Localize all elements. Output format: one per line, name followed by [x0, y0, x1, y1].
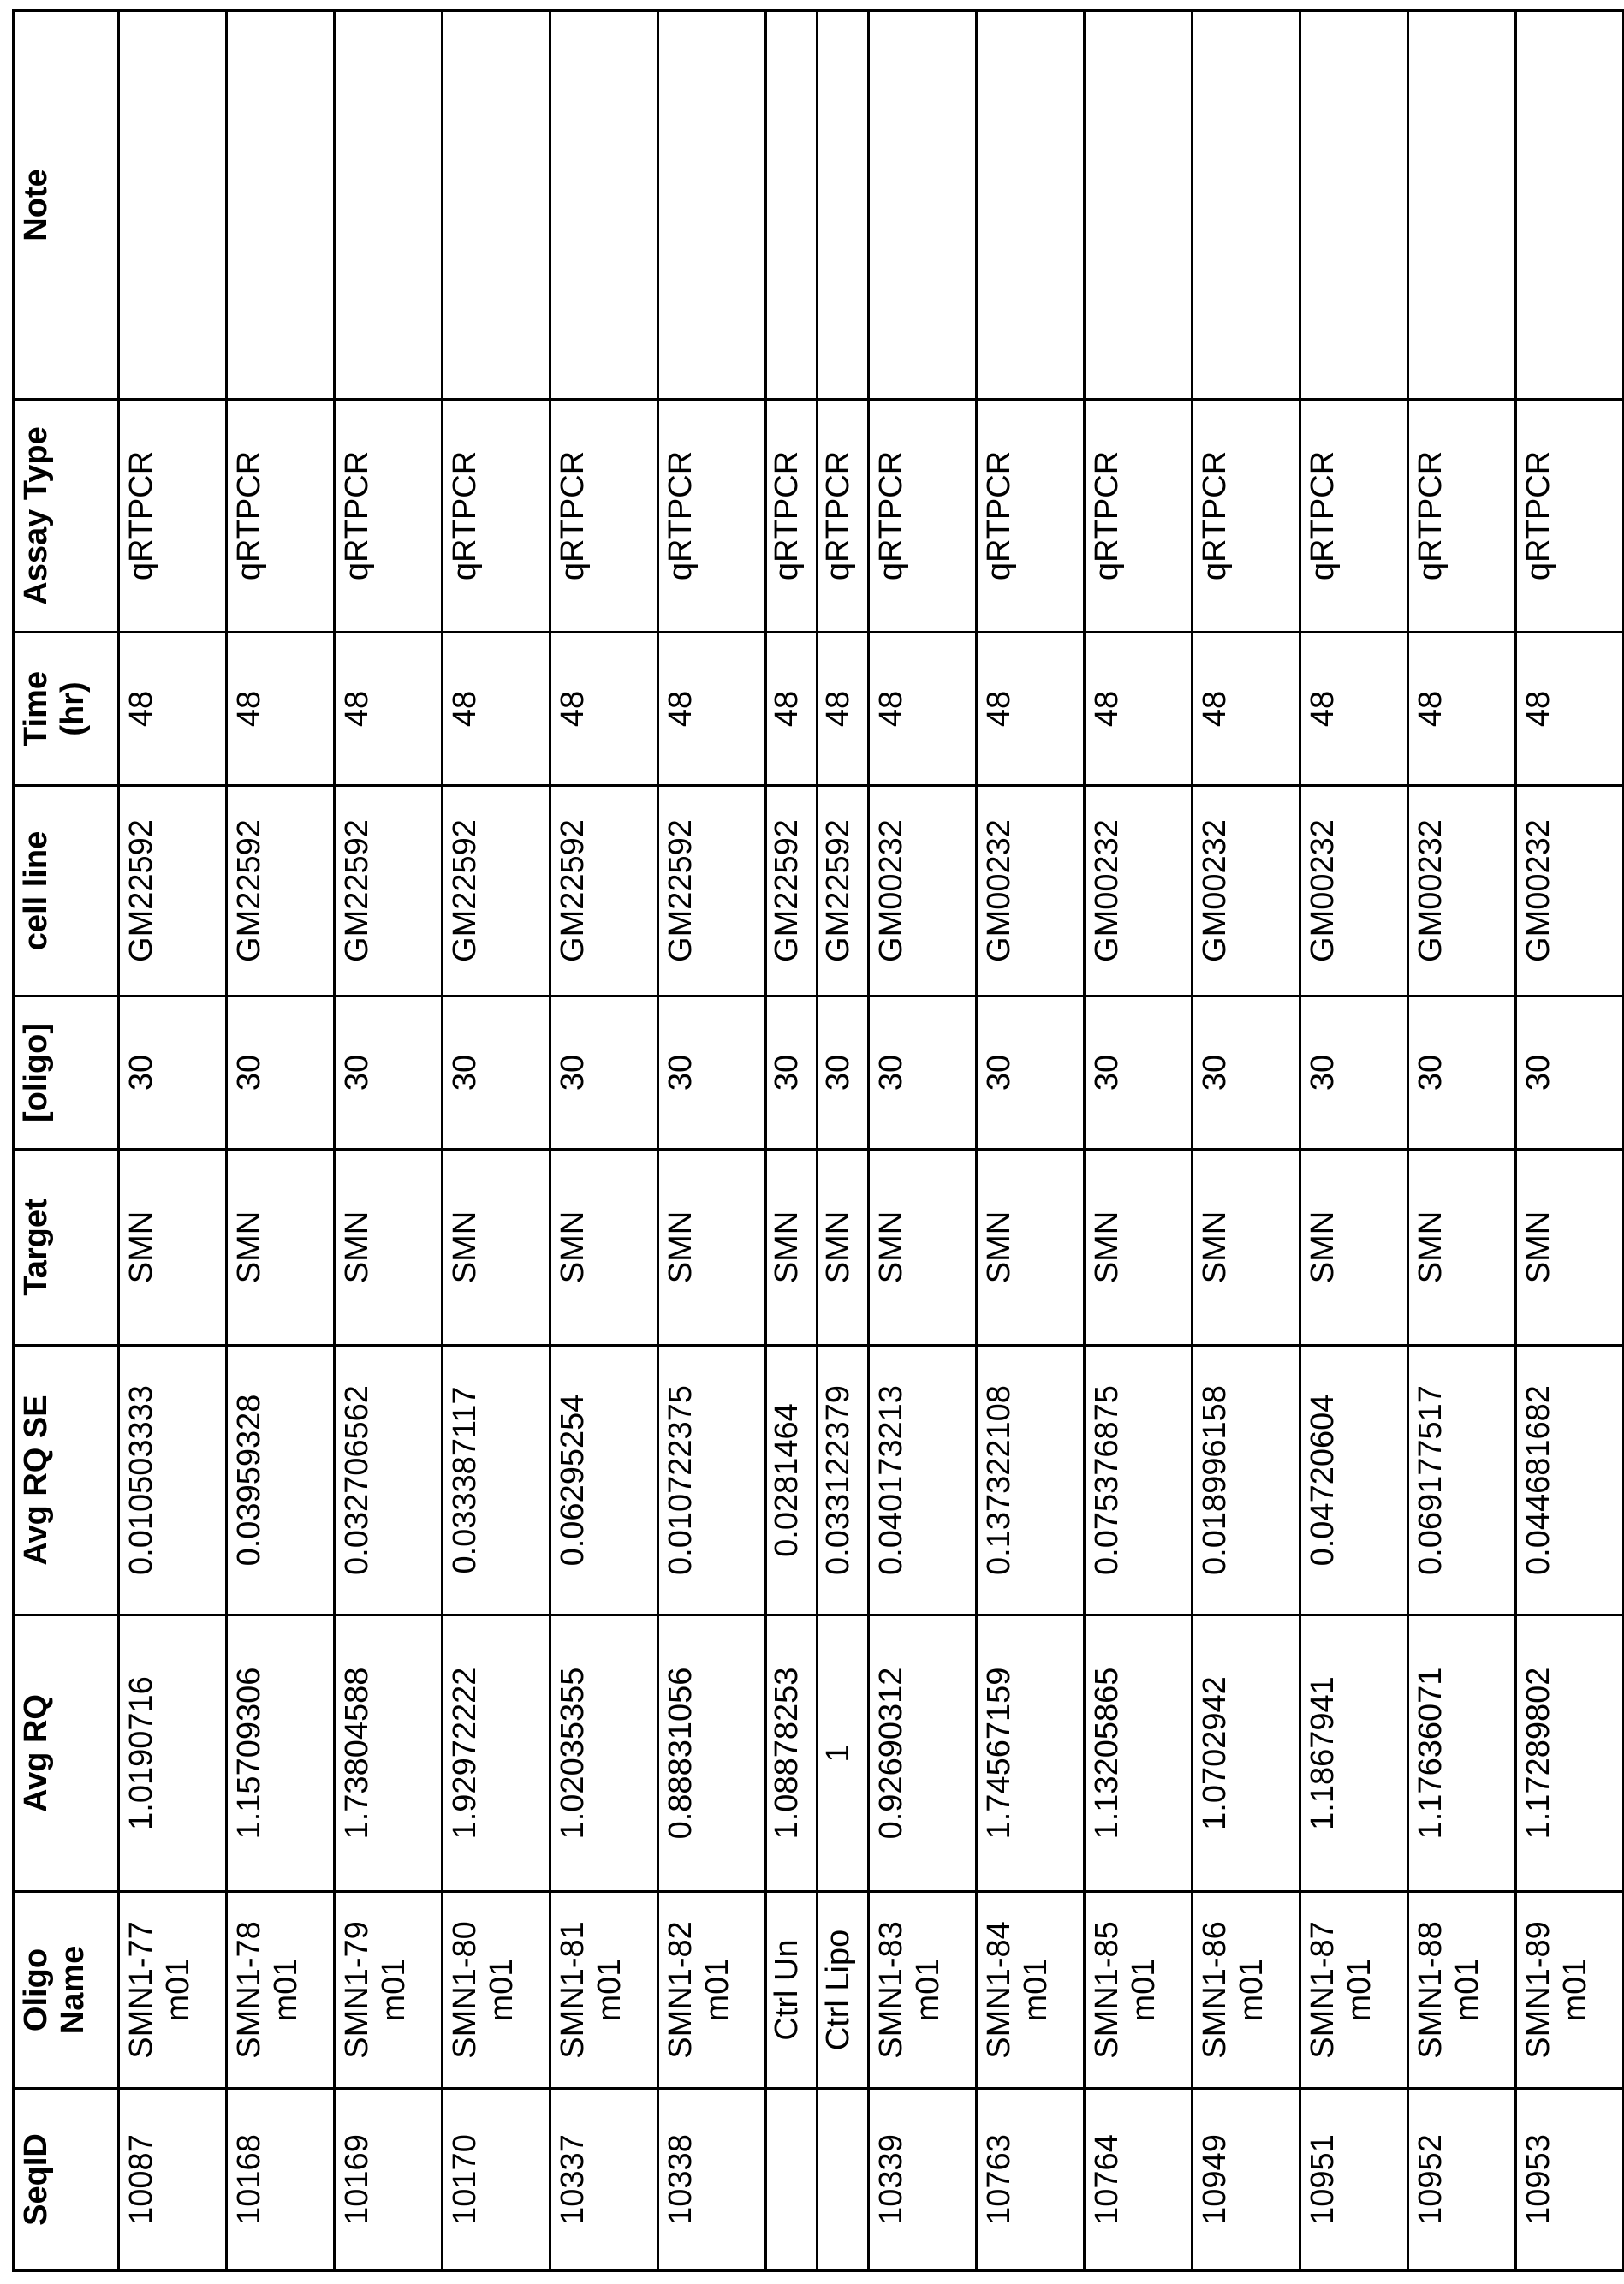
note-cell	[227, 11, 335, 400]
oligo-name-cell: Ctrl Lipo	[818, 1892, 869, 2089]
oligo-conc-cell: 30	[818, 996, 869, 1150]
avg-rq-cell: 0.92690312	[869, 1615, 977, 1892]
oligo-conc-cell: 30	[869, 996, 977, 1150]
seqid-cell: 10169	[335, 2089, 443, 2271]
header-avg-rq-se: Avg RQ SE	[14, 1346, 119, 1615]
seqid-cell: 10339	[869, 2089, 977, 2271]
oligo-conc-cell: 30	[1408, 996, 1516, 1150]
oligo-name-cell: SMN1-88 m01	[1408, 1892, 1516, 2089]
target-cell: SMN	[119, 1150, 227, 1346]
results-table	[12, 9, 1624, 2272]
avg-rq-se-cell: 0.137322108	[977, 1346, 1085, 1615]
oligo-name-cell: SMN1-86 m01	[1193, 1892, 1300, 2089]
oligo-name-cell: SMN1-77 m01	[119, 1892, 227, 2089]
cell-line-cell: GM22592	[818, 786, 869, 996]
cell-line-cell: GM00232	[869, 786, 977, 996]
header-time: Time (hr)	[14, 633, 119, 786]
note-cell	[869, 11, 977, 400]
note-cell	[766, 11, 818, 400]
time-cell: 48	[658, 633, 766, 786]
time-cell: 48	[1193, 633, 1300, 786]
avg-rq-cell: 1.02035355	[550, 1615, 658, 1892]
oligo-name-cell: SMN1-81 m01	[550, 1892, 658, 2089]
seqid-cell	[818, 2089, 869, 2271]
time-cell: 48	[227, 633, 335, 786]
avg-rq-se-cell: 0.0281464	[766, 1346, 818, 1615]
oligo-name-cell: SMN1-87 m01	[1300, 1892, 1408, 2089]
table-row	[1300, 11, 1408, 2271]
cell-line-cell: GM22592	[443, 786, 550, 996]
avg-rq-se-cell: 0.018996158	[1193, 1346, 1300, 1615]
seqid-cell: 10170	[443, 2089, 550, 2271]
avg-rq-cell: 1.0190716	[119, 1615, 227, 1892]
avg-rq-cell: 1.13205865	[1085, 1615, 1193, 1892]
table-row	[977, 11, 1085, 2271]
target-cell: SMN	[977, 1150, 1085, 1346]
oligo-name-cell: SMN1-79 m01	[335, 1892, 443, 2089]
cell-line-cell: GM00232	[1085, 786, 1193, 996]
assay-type-cell: qRTPCR	[227, 400, 335, 633]
header-oligo-name: Oligo Name	[14, 1892, 119, 2089]
note-cell	[550, 11, 658, 400]
oligo-name-cell: SMN1-82 m01	[658, 1892, 766, 2089]
cell-line-cell: GM22592	[766, 786, 818, 996]
note-cell	[1408, 11, 1516, 400]
oligo-name-cell: Ctrl Un	[766, 1892, 818, 2089]
cell-line-cell: GM22592	[227, 786, 335, 996]
avg-rq-se-cell: 0.032706562	[335, 1346, 443, 1615]
assay-type-cell: qRTPCR	[1085, 400, 1193, 633]
assay-type-cell: qRTPCR	[550, 400, 658, 633]
note-cell	[119, 11, 227, 400]
avg-rq-cell: 1.17636071	[1408, 1615, 1516, 1892]
cell-line-cell: GM00232	[1193, 786, 1300, 996]
header-oligo-conc: [oligo]	[14, 996, 119, 1150]
avg-rq-se-cell: 0.069177517	[1408, 1346, 1516, 1615]
time-cell: 48	[818, 633, 869, 786]
table-row	[1516, 11, 1624, 2271]
assay-type-cell: qRTPCR	[1516, 400, 1624, 633]
oligo-conc-cell: 30	[1516, 996, 1624, 1150]
oligo-conc-cell: 30	[443, 996, 550, 1150]
note-cell	[1193, 11, 1300, 400]
header-avg-rq: Avg RQ	[14, 1615, 119, 1892]
table-row	[1408, 11, 1516, 2271]
seqid-cell: 10951	[1300, 2089, 1408, 2271]
time-cell: 48	[335, 633, 443, 786]
table-row	[550, 11, 658, 2271]
target-cell: SMN	[227, 1150, 335, 1346]
target-cell: SMN	[1516, 1150, 1624, 1346]
avg-rq-cell: 1.15709306	[227, 1615, 335, 1892]
time-cell: 48	[869, 633, 977, 786]
cell-line-cell: GM22592	[119, 786, 227, 996]
avg-rq-se-cell: 0.03959328	[227, 1346, 335, 1615]
note-cell	[818, 11, 869, 400]
avg-rq-cell: 1.17289802	[1516, 1615, 1624, 1892]
oligo-conc-cell: 30	[1193, 996, 1300, 1150]
avg-rq-se-cell: 0.04720604	[1300, 1346, 1408, 1615]
seqid-cell: 10952	[1408, 2089, 1516, 2271]
assay-type-cell: qRTPCR	[869, 400, 977, 633]
oligo-name-cell: SMN1-85 m01	[1085, 1892, 1193, 2089]
target-cell: SMN	[766, 1150, 818, 1346]
assay-type-cell: qRTPCR	[1408, 400, 1516, 633]
header-cell-line: cell line	[14, 786, 119, 996]
avg-rq-cell: 1	[818, 1615, 869, 1892]
avg-rq-cell: 1.92972222	[443, 1615, 550, 1892]
rotated-table-wrapper	[12, 9, 1624, 2272]
avg-rq-se-cell: 0.06295254	[550, 1346, 658, 1615]
seqid-cell: 10763	[977, 2089, 1085, 2271]
seqid-cell: 10337	[550, 2089, 658, 2271]
time-cell: 48	[1300, 633, 1408, 786]
avg-rq-cell: 1.0702942	[1193, 1615, 1300, 1892]
time-cell: 48	[766, 633, 818, 786]
time-cell: 48	[977, 633, 1085, 786]
time-cell: 48	[119, 633, 227, 786]
oligo-conc-cell: 30	[766, 996, 818, 1150]
assay-type-cell: qRTPCR	[119, 400, 227, 633]
cell-line-cell: GM22592	[550, 786, 658, 996]
assay-type-cell: qRTPCR	[818, 400, 869, 633]
oligo-name-cell: SMN1-89 m01	[1516, 1892, 1624, 2089]
avg-rq-cell: 1.08878253	[766, 1615, 818, 1892]
avg-rq-cell: 1.73804588	[335, 1615, 443, 1892]
oligo-name-cell: SMN1-80 m01	[443, 1892, 550, 2089]
assay-type-cell: qRTPCR	[1300, 400, 1408, 633]
table-row	[658, 11, 766, 2271]
table-row	[869, 11, 977, 2271]
note-cell	[658, 11, 766, 400]
assay-type-cell: qRTPCR	[977, 400, 1085, 633]
avg-rq-cell: 0.88831056	[658, 1615, 766, 1892]
assay-type-cell: qRTPCR	[658, 400, 766, 633]
note-cell	[977, 11, 1085, 400]
seqid-cell: 10953	[1516, 2089, 1624, 2271]
avg-rq-cell: 1.1867941	[1300, 1615, 1408, 1892]
table-row	[1085, 11, 1193, 2271]
oligo-name-cell: SMN1-78 m01	[227, 1892, 335, 2089]
header-row	[14, 11, 119, 2271]
note-cell	[443, 11, 550, 400]
avg-rq-se-cell: 0.040173213	[869, 1346, 977, 1615]
header-seqid: SeqID	[14, 2089, 119, 2271]
target-cell: SMN	[1085, 1150, 1193, 1346]
target-cell: SMN	[869, 1150, 977, 1346]
assay-type-cell: qRTPCR	[1193, 400, 1300, 633]
target-cell: SMN	[1193, 1150, 1300, 1346]
header-assay-type: Assay Type	[14, 400, 119, 633]
cell-line-cell: GM00232	[977, 786, 1085, 996]
table-row	[443, 11, 550, 2271]
cell-line-cell: GM00232	[1300, 786, 1408, 996]
avg-rq-se-cell: 0.010722375	[658, 1346, 766, 1615]
note-cell	[1300, 11, 1408, 400]
oligo-conc-cell: 30	[977, 996, 1085, 1150]
oligo-conc-cell: 30	[335, 996, 443, 1150]
seqid-cell: 10764	[1085, 2089, 1193, 2271]
cell-line-cell: GM00232	[1408, 786, 1516, 996]
note-cell	[335, 11, 443, 400]
avg-rq-se-cell: 0.033122379	[818, 1346, 869, 1615]
cell-line-cell: GM00232	[1516, 786, 1624, 996]
oligo-name-cell: SMN1-84 m01	[977, 1892, 1085, 2089]
assay-type-cell: qRTPCR	[335, 400, 443, 633]
time-cell: 48	[1085, 633, 1193, 786]
oligo-conc-cell: 30	[658, 996, 766, 1150]
cell-line-cell: GM22592	[335, 786, 443, 996]
seqid-cell: 10087	[119, 2089, 227, 2271]
oligo-conc-cell: 30	[1300, 996, 1408, 1150]
seqid-cell: 10949	[1193, 2089, 1300, 2271]
time-cell: 48	[1516, 633, 1624, 786]
oligo-conc-cell: 30	[119, 996, 227, 1150]
avg-rq-se-cell: 0.075376875	[1085, 1346, 1193, 1615]
oligo-conc-cell: 30	[550, 996, 658, 1150]
target-cell: SMN	[1408, 1150, 1516, 1346]
time-cell: 48	[550, 633, 658, 786]
seqid-cell	[766, 2089, 818, 2271]
assay-type-cell: qRTPCR	[766, 400, 818, 633]
avg-rq-se-cell: 0.010503333	[119, 1346, 227, 1615]
note-cell	[1516, 11, 1624, 400]
oligo-conc-cell: 30	[227, 996, 335, 1150]
header-target: Target	[14, 1150, 119, 1346]
seqid-cell: 10168	[227, 2089, 335, 2271]
target-cell: SMN	[1300, 1150, 1408, 1346]
target-cell: SMN	[658, 1150, 766, 1346]
note-cell	[1085, 11, 1193, 400]
oligo-conc-cell: 30	[1085, 996, 1193, 1150]
avg-rq-se-cell: 0.044681682	[1516, 1346, 1624, 1615]
table-row	[818, 11, 869, 2271]
assay-type-cell: qRTPCR	[443, 400, 550, 633]
table-row	[335, 11, 443, 2271]
target-cell: SMN	[550, 1150, 658, 1346]
table-row	[1193, 11, 1300, 2271]
time-cell: 48	[1408, 633, 1516, 786]
time-cell: 48	[443, 633, 550, 786]
table-row	[227, 11, 335, 2271]
table-row	[766, 11, 818, 2271]
seqid-cell: 10338	[658, 2089, 766, 2271]
avg-rq-cell: 1.74567159	[977, 1615, 1085, 1892]
oligo-name-cell: SMN1-83 m01	[869, 1892, 977, 2089]
table-row	[119, 11, 227, 2271]
target-cell: SMN	[335, 1150, 443, 1346]
target-cell: SMN	[818, 1150, 869, 1346]
target-cell: SMN	[443, 1150, 550, 1346]
header-note: Note	[14, 11, 119, 400]
cell-line-cell: GM22592	[658, 786, 766, 996]
avg-rq-se-cell: 0.033387117	[443, 1346, 550, 1615]
